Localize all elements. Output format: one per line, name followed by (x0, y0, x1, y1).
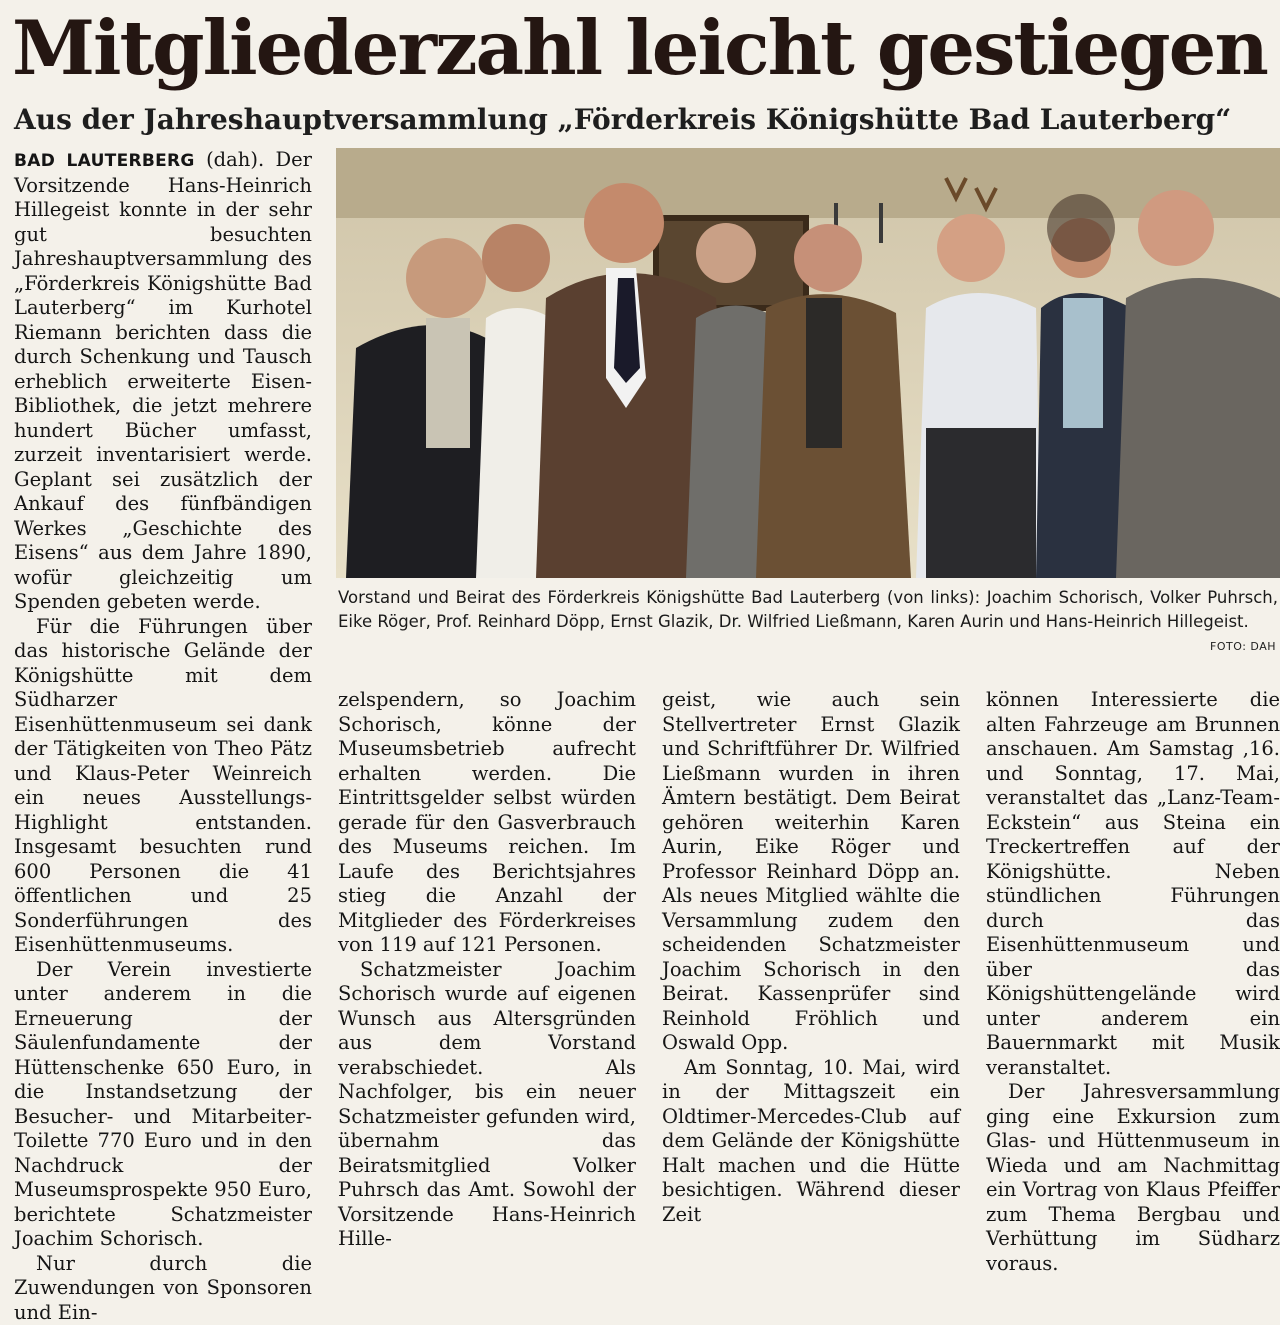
group-photo (336, 148, 1280, 578)
paragraph: Der Jahresversammlung ging eine Exkursion zum Glas- und Hüttenmuseum in Wieda und am Nachmittag ein Vortrag von Klaus Pfeiffer zum Thema Bergbau und Verhüttung im Südharz voraus. (986, 1080, 1280, 1276)
paragraph: geist, wie auch sein Stellvertreter Ernst Glazik und Schriftführer Dr. Wilfried Ließmann wurden in ihren Ämtern bestätigt. Dem Beirat gehören weiterhin Karen Aurin, Eike Röger und Professor Reinhard Döpp an. Als neues Mitglied wählte die Versammlung zudem den scheidenden Schatzmeister Joachim Schorisch in den Beirat. Kassenprüfer sind Reinhold Fröhlich und Oswald Opp. (662, 688, 960, 1056)
photo-credit: FOTO: DAH (1210, 640, 1276, 653)
paragraph-text: (dah). Der Vorsitzende Hans-Heinrich Hillegeist konnte in der sehr gut besuchten Jahreshauptversammlung des „Förderkreis Königshütte Bad Lauterberg“ im Kurhotel Riemann berichten dass die durch Schenkung und Tausch erheblich erweiterte Eisen-Bibliothek, die jetzt mehrere hundert Bücher umfasst, zurzeit inventarisiert werde. Geplant sei zusätzlich der Ankauf des fünfbändigen Werkes „Geschichte des Eisens“ aus dem Jahre 1890, wofür gleichzeitig um Spenden gebeten werde. (14, 148, 312, 613)
article-column-2 (338, 688, 636, 1252)
article-column-3 (662, 688, 960, 1227)
paragraph: Der Verein investierte unter anderem in die Erneuerung der Säulenfundamente der Hüttenschenke 650 Euro, in die Instandsetzung der Besucher- und Mitarbeiter-Toilette 770 Euro und in den Nachdruck der Museumsprospekte 950 Euro, berichtete Schatzmeister Joachim Schorisch. (14, 958, 312, 1252)
paragraph: zelspendern, so Joachim Schorisch, könne der Museumsbetrieb aufrecht erhalten werden. Die Eintrittsgelder selbst würden gerade für den Gasverbrauch des Museums reichen. Im Laufe des Berichtsjahres stieg die Anzahl der Mitglieder des Förderkreises von 119 auf 121 Personen. (338, 688, 636, 958)
paragraph: Für die Führungen über das historische Gelände der Königshütte mit dem Südharzer Eisenhüttenmuseum sei dank der Tätigkeiten von Theo Pätz und Klaus-Peter Weinreich ein neues Ausstellungs-Highlight entstanden. Insgesamt besuchten rund 600 Personen die 41 öffentlichen und 25 Sonderführungen des Eisenhüttenmuseums. (14, 615, 312, 958)
article-column-4 (986, 688, 1280, 1276)
headline: Mitgliederzahl leicht gestiegen (12, 2, 1172, 94)
paragraph (14, 148, 312, 615)
article-column-1 (14, 148, 312, 1325)
photo-caption: Vorstand und Beirat des Förderkreis Königshütte Bad Lauterberg (von links): Joachim Schorisch, Volker Puhrsch, Eike Röger, Prof. Reinhard Döpp, Ernst Glazik, Dr. Wilfried Ließmann, Karen Aurin und Hans-Heinrich Hillegeist. (338, 586, 1278, 634)
group-photo-image (336, 148, 1280, 578)
dateline: BAD LAUTERBERG (14, 151, 195, 171)
paragraph: Schatzmeister Joachim Schorisch wurde auf eigenen Wunsch aus Altersgründen aus dem Vorstand verabschiedet. Als Nachfolger, bis ein neuer Schatzmeister gefunden wird, übernahm das Beiratsmitglied Volker Puhrsch das Amt. Sowohl der Vorsitzende Hans-Heinrich Hille- (338, 958, 636, 1252)
subheadline: Aus der Jahreshauptversammlung „Förderkreis Königshütte Bad Lauterberg“ (14, 100, 1214, 140)
paragraph: können Interessierte die alten Fahrzeuge am Brunnen anschauen. Am Samstag ,16. und Sonntag, 17. Mai, veranstaltet das „Lanz-Team-Eckstein“ aus Steina ein Treckertreffen auf der Königshütte. Neben stündlichen Führungen durch das Eisenhüttenmuseum und über das Königshüttengelände wird unter anderem ein Bauernmarkt mit Musik veranstaltet. (986, 688, 1280, 1080)
paragraph: Nur durch die Zuwendungen von Sponsoren und Ein- (14, 1252, 312, 1325)
paragraph: Am Sonntag, 10. Mai, wird in der Mittagszeit ein Oldtimer-Mercedes-Club auf dem Gelände der Königshütte Halt machen und die Hütte besichtigen. Während dieser Zeit (662, 1056, 960, 1228)
